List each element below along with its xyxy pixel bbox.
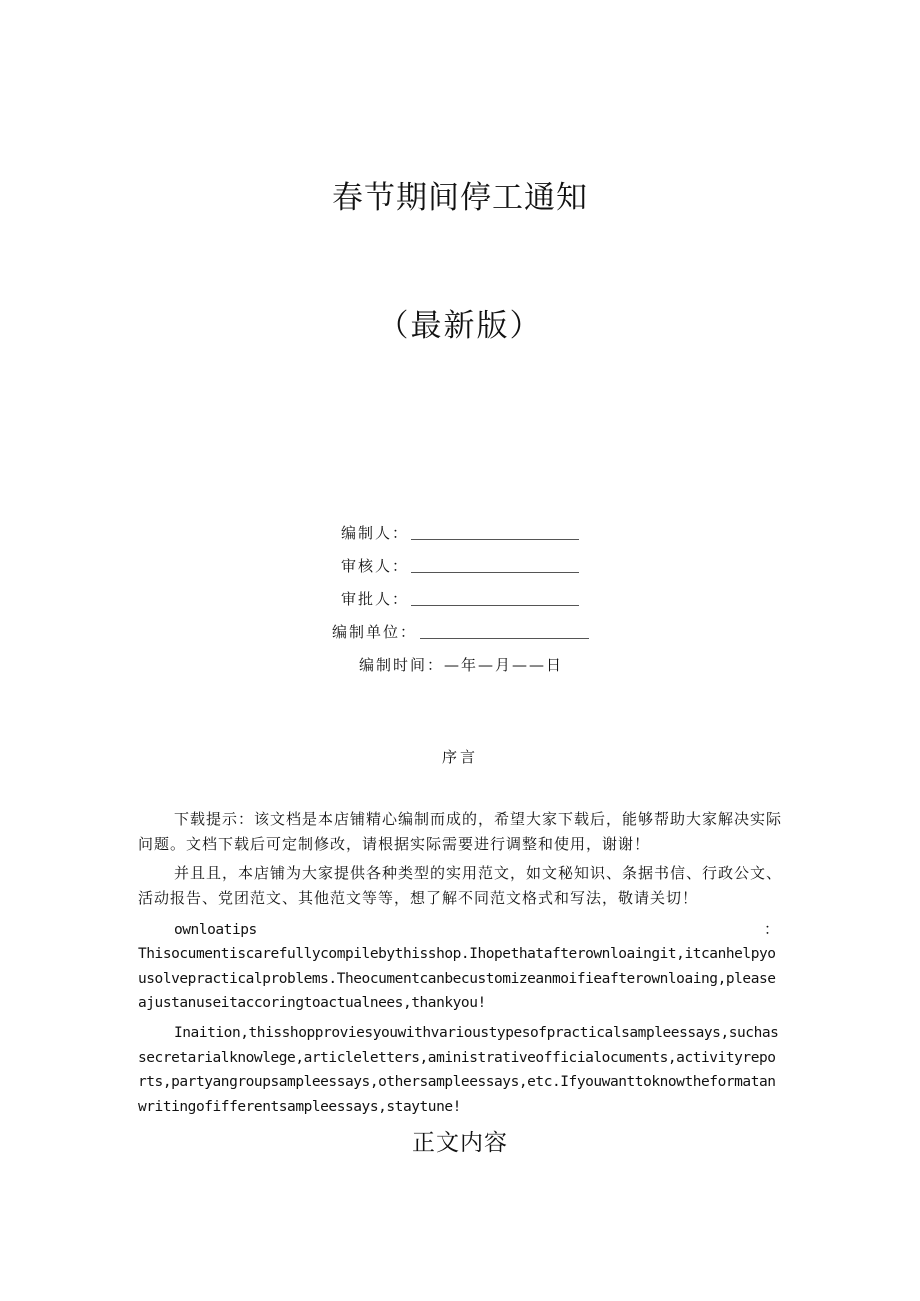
compiler-field-line (411, 539, 579, 540)
approver-label: 审批人： (341, 590, 410, 608)
preface-paragraph-4: Inaition,thisshopproviesyouwithvarioustypesofpracticalsampleessays,suchassecretarialknowlege,articleletters,aministrativeofficialocuments,activityreports,partyangroupsampleessays,othersampleessays,etc.Ifyouwanttoknowtheformatanwritingofifferentsampleessays,staytune! (138, 1025, 779, 1115)
compiler-label: 编制人： (341, 524, 410, 542)
body-heading: 正文内容 (412, 1130, 508, 1156)
preface-paragraph-3-start: ownloatips (174, 922, 257, 938)
unit-field-line (420, 638, 589, 639)
preface-paragraph-3: Thisocumentiscarefullycompilebythisshop.Ihopethatafterownloaingit,itcanhelpyousolvepracticalproblems.Theocumentcanbecustomizeanmoifieafterownloaing,pleaseajustanuseitaccoringtoactualnees,thankyou! (138, 946, 776, 1011)
preface-paragraph-3-colon: ： (764, 920, 780, 938)
reviewer-label: 审核人： (341, 557, 410, 575)
preface-heading: 序言 (441, 748, 478, 766)
approver-field-line (411, 605, 579, 606)
unit-label: 编制单位： (332, 623, 418, 641)
reviewer-field-line (411, 572, 579, 573)
document-subtitle: （最新版） (377, 308, 543, 344)
date-label: 编制时间：—年—月——日 (359, 656, 564, 674)
preface-paragraph-1: 下载提示：该文档是本店铺精心编制而成的，希望大家下载后，能够帮助大家解决实际问题。文档下载后可定制修改，请根据实际需要进行调整和使用，谢谢！ (138, 810, 783, 853)
document-title: 春节期间停工通知 (332, 180, 588, 216)
preface-paragraph-2: 并且且，本店铺为大家提供各种类型的实用范文，如文秘知识、条据书信、行政公文、活动报告、党团范文、其他范文等等，想了解不同范文格式和写法，敬请关切！ (138, 864, 783, 907)
